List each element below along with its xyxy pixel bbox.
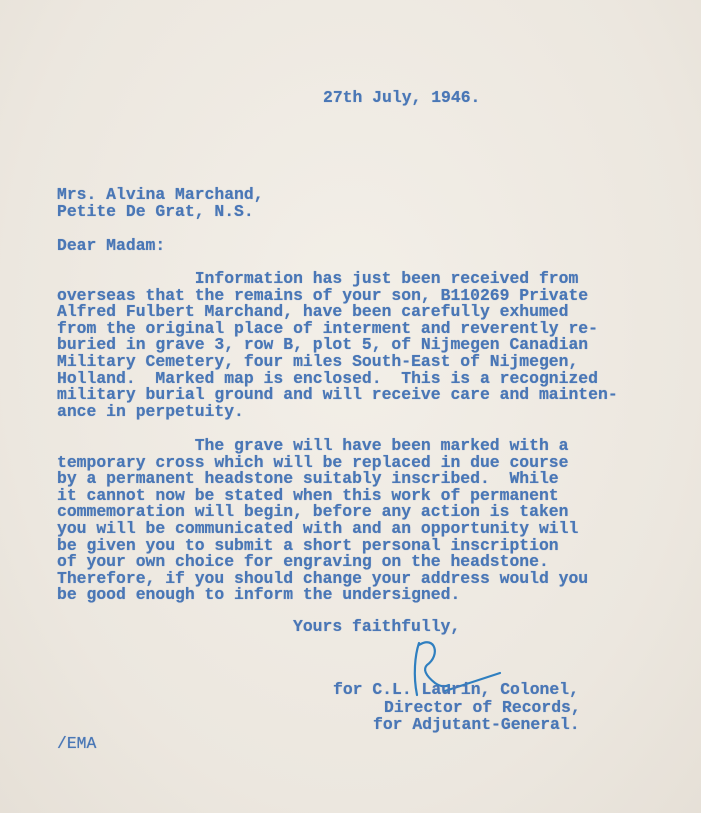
letter-date: 27th July, 1946. (323, 88, 481, 107)
text-line: ance in perpetuity. (57, 401, 244, 421)
recipient-name: Mrs. Alvina Marchand, (57, 185, 264, 204)
signature-line-2: Director of Records, (384, 698, 581, 717)
text-line: Holland. Marked map is enclosed. This is a recognized (57, 368, 598, 388)
typist-initials: /EMA (57, 734, 97, 753)
text-line: overseas that the remains of your son, B110269 Private (57, 285, 589, 305)
signature-line-3: for Adjutant-General. (373, 715, 580, 734)
text-line: it cannot now be stated when this work of permanent (57, 485, 559, 505)
text-line: from the original place of interment and reverently re- (57, 318, 598, 338)
text-line: Therefore, if you should change your address would you (57, 568, 589, 588)
text-line: by a permanent headstone suitably inscribed. While (57, 469, 559, 489)
text-line: be given you to submit a short personal inscription (57, 535, 559, 555)
salutation: Dear Madam: (57, 236, 166, 255)
text-line: you will be communicated with and an opportunity will (57, 518, 579, 538)
text-line: buried in grave 3, row B, plot 5, of Nijmegen Canadian (57, 335, 589, 355)
recipient-location: Petite De Grat, N.S. (57, 201, 254, 221)
text-line: of your own choice for engraving on the headstone. (57, 552, 549, 572)
text-line: Military Cemetery, four miles South-East of Nijmegen, (57, 351, 579, 371)
text-line: temporary cross which will be replaced in due course (57, 452, 569, 472)
text-line: be good enough to inform the undersigned. (57, 585, 461, 605)
text-line: military burial ground and will receive care and mainten- (57, 385, 618, 405)
paragraph-1 (57, 271, 618, 420)
paragraph-2 (57, 438, 588, 604)
text-line: Information has just been received from (57, 269, 579, 288)
text-line: Alfred Fulbert Marchand, have been carefully exhumed (57, 302, 569, 322)
recipient-address (57, 187, 264, 220)
signature-line-1: for C.L. Laurin, Colonel, (333, 680, 579, 699)
text-line: commemoration will begin, before any action is taken (57, 502, 569, 522)
text-line: The grave will have been marked with a (57, 436, 569, 455)
closing: Yours faithfully, (293, 617, 461, 636)
